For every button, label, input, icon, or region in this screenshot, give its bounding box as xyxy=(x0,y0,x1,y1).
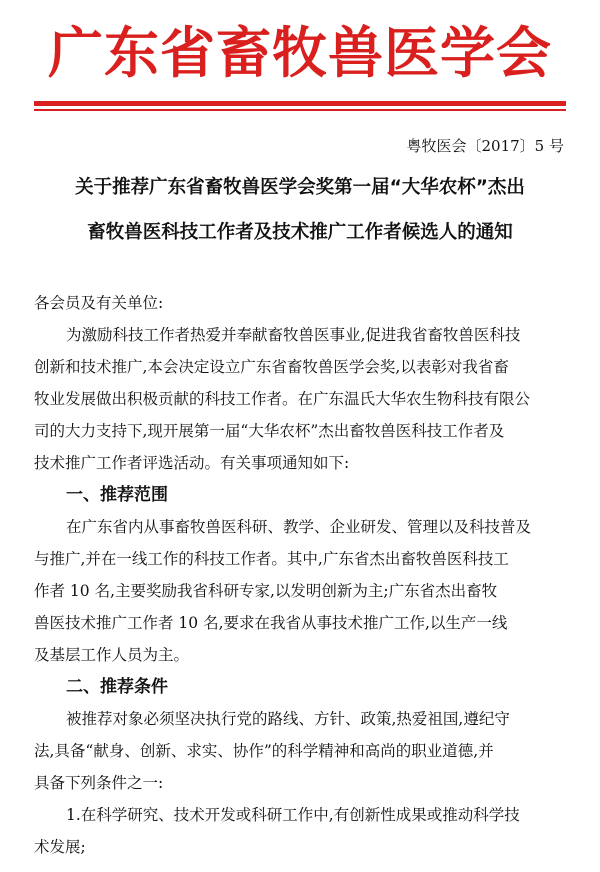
intro-line: 司的大力支持下,现开展第一届“大华农杯”杰出畜牧兽医科技工作者及 xyxy=(34,422,505,440)
section-2-line: 法,具备“献身、创新、求实、协作”的科学精神和高尚的职业道德,并 xyxy=(34,742,494,760)
section-2-line: 1.在科学研究、技术开发或科研工作中,有创新性成果或推动科学技 xyxy=(66,806,520,824)
intro-line: 技术推广工作者评选活动。有关事项通知如下: xyxy=(34,454,350,472)
section-1-line: 及基层工作人员为主。 xyxy=(34,646,190,664)
section-2-line: 具备下列条件之一: xyxy=(34,774,164,792)
section-heading-conditions: 二、推荐条件 xyxy=(66,677,168,697)
section-1-line: 与推广,并在一线工作的科技工作者。其中,广东省杰出畜牧兽医科技工 xyxy=(34,550,509,568)
section-1-line: 兽医技术推广工作者 10 名,要求在我省从事技术推广工作,以生产一线 xyxy=(34,614,508,632)
letterhead-title: 广东省畜牧兽医学会 xyxy=(47,21,552,85)
intro-line: 牧业发展做出积极贡献的科技工作者。在广东温氏大华农生物科技有限公 xyxy=(34,390,531,408)
section-1-line: 在广东省内从事畜牧兽医科研、教学、企业研发、管理以及科技普及 xyxy=(66,518,532,536)
section-2-line: 术发展; xyxy=(34,838,86,856)
section-heading-scope: 一、推荐范围 xyxy=(66,485,168,505)
intro-line: 为激励科技工作者热爱并奉献畜牧兽医事业,促进我省畜牧兽医科技 xyxy=(66,326,521,344)
letterhead-rule-thin xyxy=(34,109,566,111)
letterhead-rule-thick xyxy=(34,101,566,106)
section-1-line: 作者 10 名,主要奖励我省科研专家,以发明创新为主;广东省杰出畜牧 xyxy=(34,582,498,600)
document-title-line-1: 关于推荐广东省畜牧兽医学会奖第一届“大华农杯”杰出 xyxy=(75,177,525,198)
salutation: 各会员及有关单位: xyxy=(34,294,164,312)
intro-line: 创新和技术推广,本会决定设立广东省畜牧兽医学会奖,以表彰对我省畜 xyxy=(34,358,509,376)
section-2-line: 被推荐对象必须坚决执行党的路线、方针、政策,热爱祖国,遵纪守 xyxy=(66,710,510,728)
document-title-line-2: 畜牧兽医科技工作者及技术推广工作者候选人的通知 xyxy=(87,222,513,243)
document-number: 粤牧医会〔2017〕5 号 xyxy=(406,137,564,155)
